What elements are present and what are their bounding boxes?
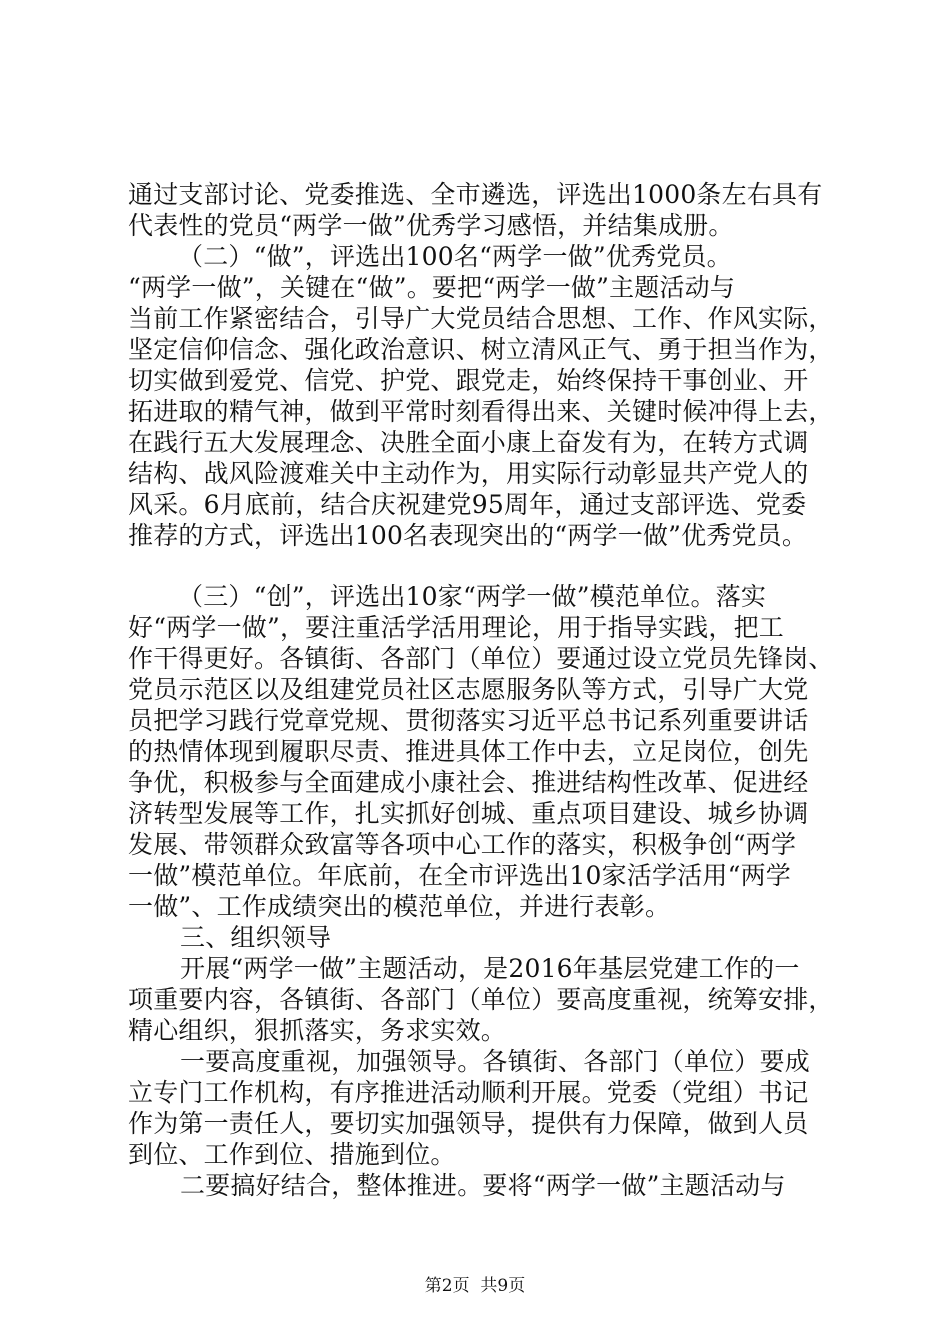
text-line: 争优，积极参与全面建成小康社会、推进结构性改革、促进经 — [128, 768, 809, 797]
page-number-footer: 第2页 共9页 — [424, 1276, 526, 1296]
text-line: 一要高度重视，加强领导。各镇街、各部门（单位）要成 — [180, 1047, 811, 1076]
text-line: 党员示范区以及组建党员社区志愿服务队等方式，引导广大党 — [128, 675, 809, 704]
text-line: 开展“两学一做”主题活动，是2016年基层党建工作的一 — [180, 954, 800, 983]
text-line: 员把学习践行党章党规、贯彻落实习近平总书记系列重要讲话 — [128, 706, 809, 735]
section-heading-3: （三）“创”，评选出10家“两学一做”模范单位。落实 — [178, 582, 767, 611]
text-line: 切实做到爱党、信党、护党、跟党走，始终保持干事创业、开 — [128, 366, 809, 395]
text-line: 在践行五大发展理念、决胜全面小康上奋发有为，在转方式调 — [128, 428, 809, 457]
text-line: 精心组织，狠抓落实，务求实效。 — [128, 1016, 507, 1045]
text-line: 拓进取的精气神，做到平常时刻看得出来、关键时候冲得上去， — [128, 397, 834, 426]
text-line: 立专门工作机构，有序推进活动顺利开展。党委（党组）书记 — [128, 1078, 809, 1107]
text-line: 项重要内容，各镇街、各部门（单位）要高度重视，统筹安排， — [128, 985, 834, 1014]
text-line: 结构、战风险渡难关中主动作为，用实际行动彰显共产党人的 — [128, 459, 809, 488]
text-line: 推荐的方式，评选出100名表现突出的“两学一做”优秀党员。 — [128, 521, 808, 550]
text-line: 当前工作紧密结合，引导广大党员结合思想、工作、作风实际， — [128, 304, 834, 333]
text-line: 作干得更好。各镇街、各部门（单位）要通过设立党员先锋岗、 — [128, 644, 834, 673]
text-line: 济转型发展等工作，扎实抓好创城、重点项目建设、城乡协调 — [128, 799, 809, 828]
text-line: 的热情体现到履职尽责、推进具体工作中去，立足岗位，创先 — [128, 737, 809, 766]
text-line: 一做”、工作成绩突出的模范单位，并进行表彰。 — [128, 892, 671, 921]
text-line: 坚定信仰信念、强化政治意识、树立清风正气、勇于担当作为， — [128, 335, 834, 364]
text-line: 发展、带领群众致富等各项中心工作的落实，积极争创“两学 — [128, 830, 797, 859]
text-line: 一做”模范单位。年底前，在全市评选出10家活学活用“两学 — [128, 861, 791, 890]
text-line: 风采。6月底前，结合庆祝建党95周年，通过支部评选、党委 — [128, 490, 807, 519]
chapter-heading: 三、组织领导 — [180, 923, 332, 952]
text-line: 好“两学一做”，要注重活学活用理论，用于指导实践，把工 — [128, 613, 784, 642]
text-line: 作为第一责任人，要切实加强领导，提供有力保障，做到人员 — [128, 1109, 809, 1138]
text-line: “两学一做”，关键在“做”。要把“两学一做”主题活动与 — [128, 273, 736, 302]
text-line: 通过支部讨论、党委推选、全市遴选，评选出1000条左右具有 — [128, 180, 823, 209]
section-heading-2: （二）“做”，评选出100名“两学一做”优秀党员。 — [178, 242, 732, 271]
text-line: 代表性的党员“两学一做”优秀学习感悟，并结集成册。 — [128, 211, 734, 240]
text-line: 到位、工作到位、措施到位。 — [128, 1140, 456, 1169]
text-line: 二要搞好结合，整体推进。要将“两学一做”主题活动与 — [180, 1171, 786, 1200]
